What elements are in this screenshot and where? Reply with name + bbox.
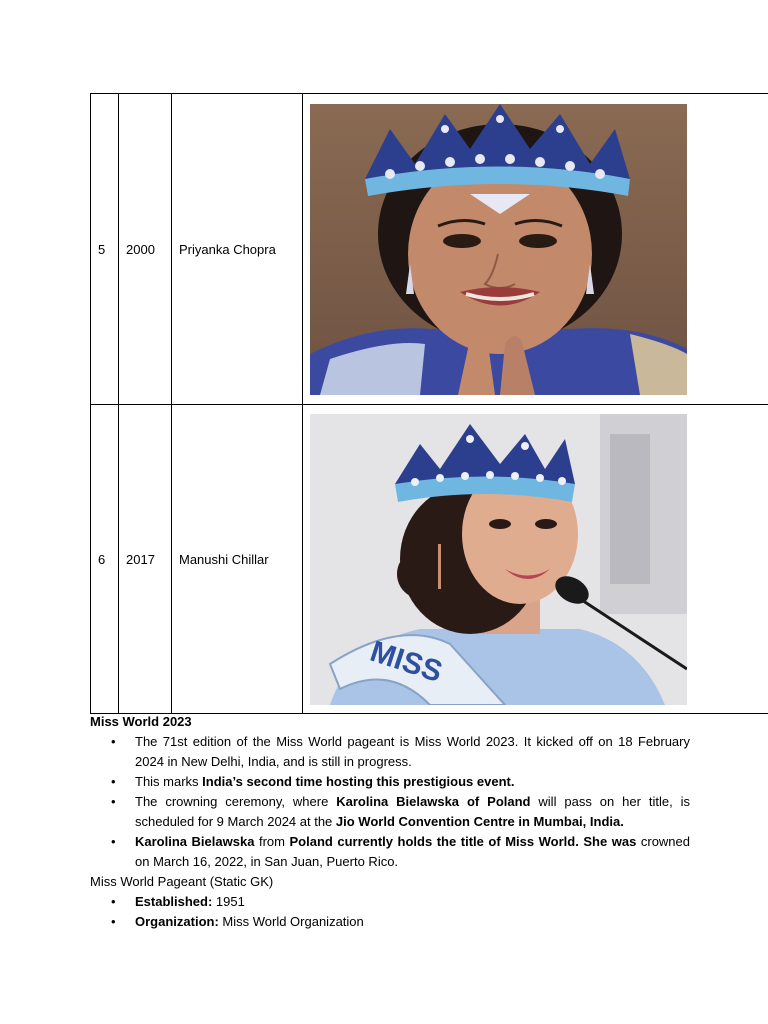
bullet-text: The crowning ceremony, where [135, 794, 337, 809]
bullet-list [90, 892, 690, 932]
bullet-bold-text: India’s second time hosting this prestigious event. [202, 774, 515, 789]
miss-world-2023-section [90, 712, 690, 872]
bullet-bold-text: Established: [135, 894, 213, 909]
row-number: 6 [91, 405, 119, 714]
list-item [135, 732, 690, 772]
bullet-text: 1951 [212, 894, 245, 909]
bullet-bold-text: Organization: [135, 914, 219, 929]
bullet-text: from [254, 834, 290, 849]
list-item [135, 792, 690, 832]
list-item [135, 832, 690, 872]
row-year: 2017 [119, 405, 172, 714]
list-item [135, 772, 690, 792]
list-item [135, 912, 690, 932]
bullet-text: crowned on March 16, 2022, in San Juan, Puerto Rico. [135, 834, 690, 869]
row-year: 2000 [119, 94, 172, 405]
row-number: 5 [91, 94, 119, 405]
winner-photo [310, 414, 687, 705]
bullet-bold-text: Jio World Convention Centre in Mumbai, India. [335, 814, 624, 829]
bullet-bold-text: Karolina Bielawska [135, 834, 255, 849]
table-row [91, 405, 768, 714]
bullet-text: will pass on her title, is scheduled for 9 March 2024 at the [135, 794, 690, 829]
static-gk-section [90, 872, 690, 932]
bullet-bold-text: Poland currently holds the title of Miss World. She was [289, 834, 637, 849]
winners-table [90, 93, 768, 714]
bullet-list [90, 732, 690, 872]
winner-photo [310, 104, 687, 395]
section-heading: Miss World 2023 [90, 714, 192, 729]
row-name: Manushi Chillar [172, 405, 303, 714]
bullet-text: This marks [135, 774, 203, 789]
row-name: Priyanka Chopra [172, 94, 303, 405]
photo-cell [303, 405, 768, 714]
bullet-bold-text: Karolina Bielawska of Poland [336, 794, 531, 809]
sash-label: MISS [366, 634, 447, 689]
list-item [135, 892, 690, 912]
section-heading: Miss World Pageant (Static GK) [90, 874, 274, 889]
table-row [91, 94, 768, 405]
bullet-text: The 71st edition of the Miss World pageant is Miss World 2023. It kicked off on 18 February 2024 in New Delhi, India, and is still in progress. [135, 734, 690, 769]
bullet-text: Miss World Organization [218, 914, 364, 929]
photo-cell [303, 94, 768, 405]
